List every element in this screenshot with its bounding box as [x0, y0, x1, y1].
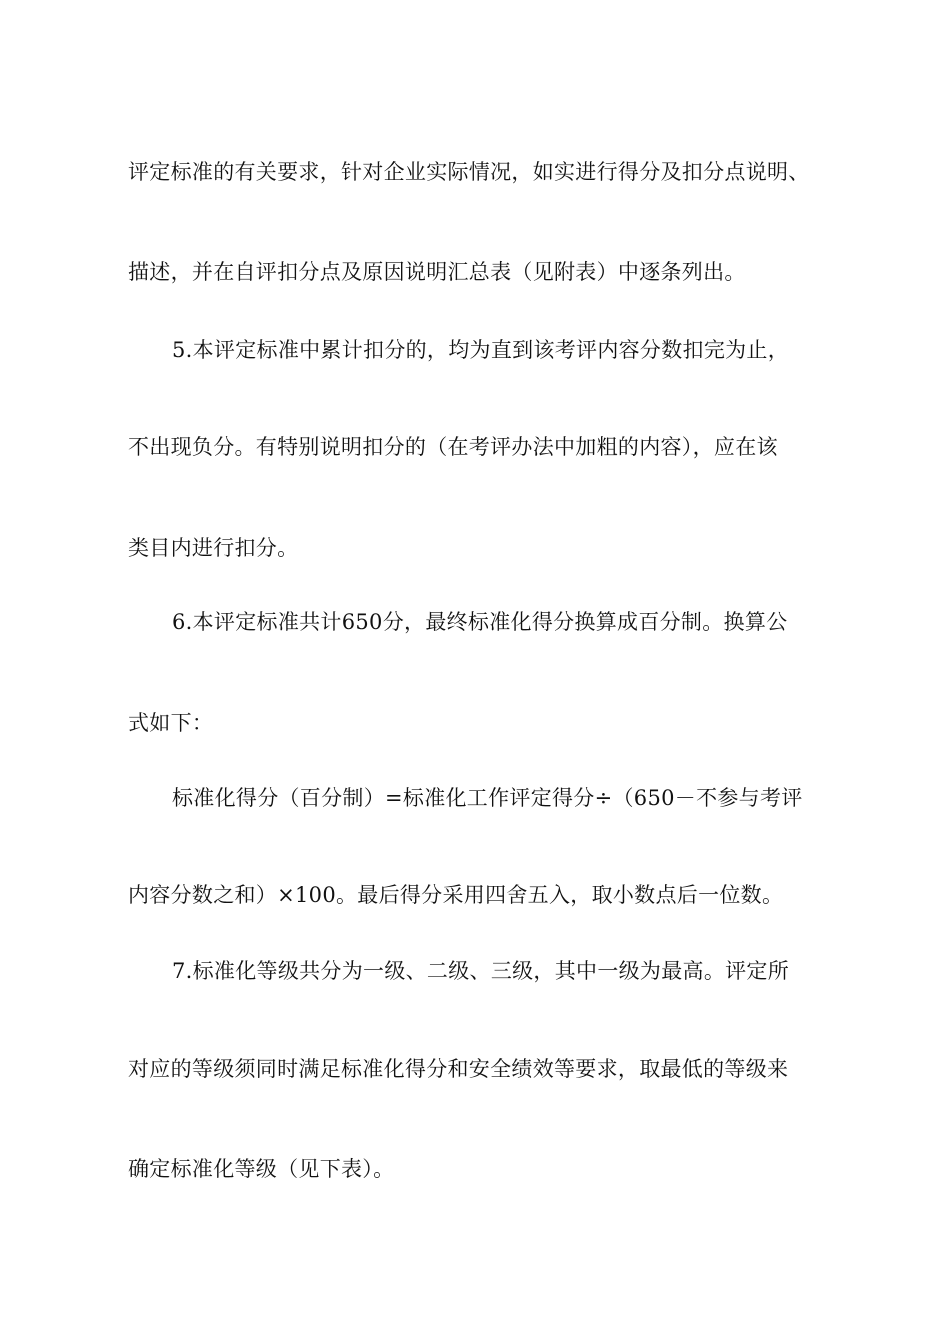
text-line-1: 评定标准的有关要求，针对企业实际情况，如实进行得分及扣分点说明、	[128, 160, 810, 184]
text-line-2: 描述，并在自评扣分点及原因说明汇总表（见附表）中逐条列出。	[128, 260, 746, 284]
text-line-5: 类目内进行扣分。	[128, 536, 299, 560]
text-line-4: 不出现负分。有特别说明扣分的（在考评办法中加粗的内容），应在该	[128, 435, 778, 459]
text-line-9: 内容分数之和）×100。最后得分采用四舍五入，取小数点后一位数。	[128, 883, 784, 907]
text-line-7: 式如下：	[128, 711, 214, 735]
text-line-11: 对应的等级须同时满足标准化得分和安全绩效等要求，取最低的等级来	[128, 1057, 789, 1081]
text-line-3: 5.本评定标准中累计扣分的，均为直到该考评内容分数扣完为止，	[172, 338, 790, 362]
text-line-6: 6.本评定标准共计650分，最终标准化得分换算成百分制。换算公	[172, 610, 788, 634]
text-line-8: 标准化得分（百分制）=标准化工作评定得分÷（650－不参与考评	[172, 786, 803, 810]
text-line-12: 确定标准化等级（见下表）。	[128, 1157, 395, 1181]
text-line-10: 7.标准化等级共分为一级、二级、三级，其中一级为最高。评定所	[172, 959, 790, 983]
